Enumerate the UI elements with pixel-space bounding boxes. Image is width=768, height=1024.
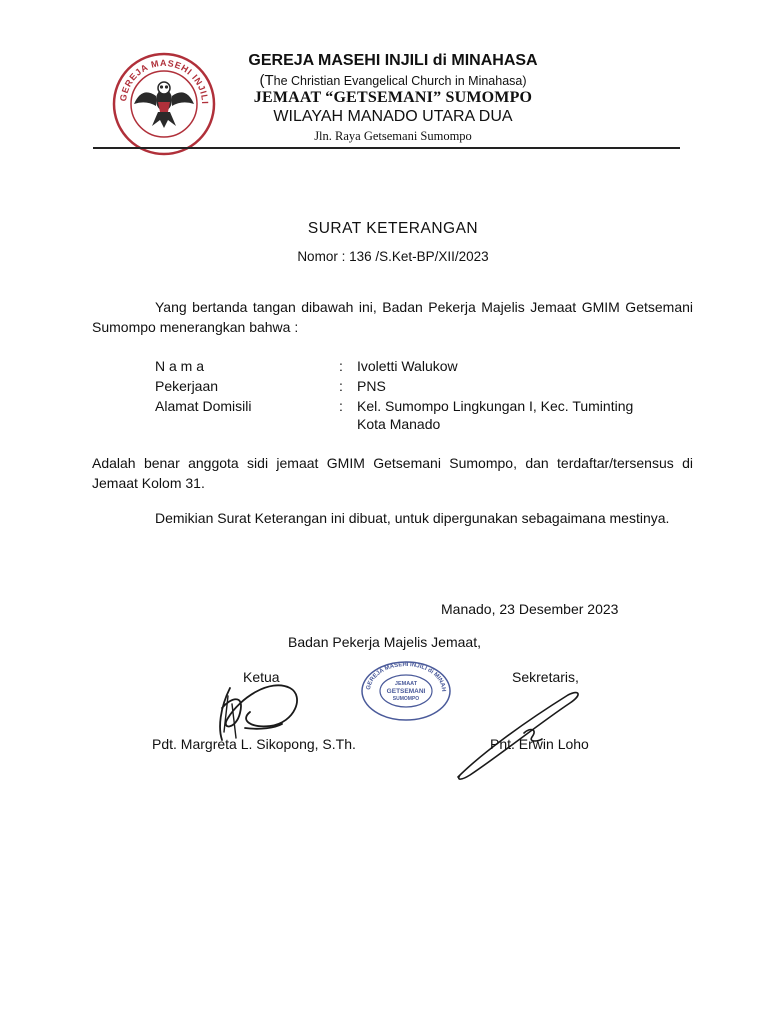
field-value-alamat: Kel. Sumompo Lingkungan I, Kec. Tuminting <box>357 398 634 414</box>
field-value-nama: Ivoletti Walukow <box>357 358 458 374</box>
document-title: SURAT KETERANGAN <box>307 220 479 237</box>
church-address: Jln. Raya Getsemani Sumompo <box>314 129 472 143</box>
place-date: Manado, 23 Desember 2023 <box>441 601 619 617</box>
right-signatory-role: Sekretaris, <box>512 669 579 685</box>
membership-statement: Adalah benar anggota sidi jemaat GMIM Getsemani Sumompo, dan terdaftar/tersensus di Jemaat Kolom 31. <box>92 455 693 491</box>
field-colon: : <box>339 358 343 374</box>
congregation-name: JEMAAT “GETSEMANI” SUMOMPO <box>253 89 533 106</box>
org-english-open: ( <box>259 72 265 89</box>
field-label-nama: N a m a <box>155 358 205 374</box>
field-value-alamat-line2: Kota Manado <box>357 416 441 432</box>
stamp-line-1: JEMAAT <box>394 681 418 687</box>
closing-paragraph: Demikian Surat Keterangan ini dibuat, untuk dipergunakan sebagaimana mestinya. <box>155 510 670 526</box>
field-value-pekerjaan: PNS <box>357 378 386 394</box>
right-signatory-name: Pnt. Erwin Loho <box>490 736 589 752</box>
signing-body: Badan Pekerja Majelis Jemaat, <box>288 634 481 650</box>
header-divider <box>93 147 680 149</box>
stamp-line-2: GETSEMANI <box>386 688 426 695</box>
stamp-line-3: SUMOMPO <box>392 696 420 702</box>
org-name: GEREJA MASEHI INJILI di MINAHASA <box>248 52 538 69</box>
stamp-ring-text: GEREJA MASEHI INJILI di MINAH <box>365 661 447 692</box>
field-colon: : <box>339 378 343 394</box>
left-signatory-name: Pdt. Margreta L. Sikopong, S.Th. <box>152 736 356 752</box>
org-english-name <box>220 72 566 89</box>
logo-ring-text: GEREJA MASEHI INJILI <box>117 57 211 105</box>
intro-paragraph: Yang bertanda tangan dibawah ini, Badan Pekerja Majelis Jemaat GMIM Getsemani Sumompo menerangkan bahwa : <box>92 299 693 335</box>
church-stamp <box>360 660 452 722</box>
field-label-alamat: Alamat Domisili <box>155 398 252 414</box>
left-signatory-role: Ketua <box>243 669 280 685</box>
field-label-pekerjaan: Pekerjaan <box>155 378 219 394</box>
right-signature <box>450 685 590 785</box>
org-english-rest: he Christian Evangelical Church in Minahasa) <box>273 74 527 88</box>
region-name: WILAYAH MANADO UTARA DUA <box>273 108 513 125</box>
field-colon: : <box>339 398 343 414</box>
document-number: Nomor : 136 /S.Ket-BP/XII/2023 <box>297 249 489 264</box>
org-english-first: T <box>264 72 274 89</box>
gmim-emblem-icon <box>112 52 216 156</box>
